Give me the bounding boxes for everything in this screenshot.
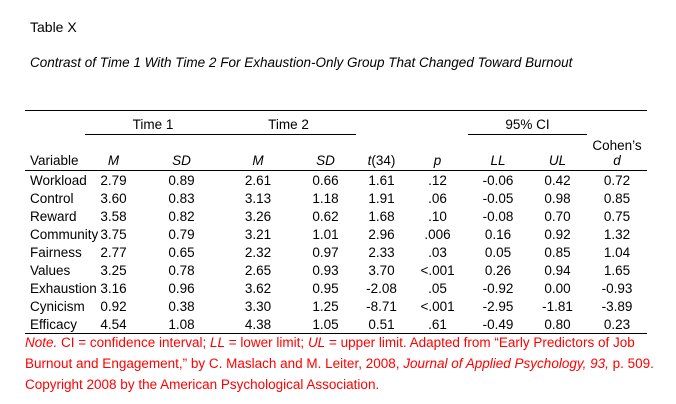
col-header-p: p — [407, 135, 468, 171]
row-variable-label: Exhaustion — [30, 280, 97, 296]
cell-m2: 3.30 — [244, 298, 272, 314]
cell-sd2: 0.62 — [312, 208, 339, 224]
t-symbol: t — [367, 153, 372, 168]
table-row — [25, 279, 647, 297]
spanner-empty-d — [587, 111, 647, 135]
table-row — [25, 243, 647, 261]
cell-sd2: 0.97 — [312, 244, 339, 260]
row-variable-label: Cynicism — [30, 298, 85, 314]
cell-d: -3.89 — [601, 298, 633, 314]
row-variable-label: Reward — [30, 208, 77, 224]
table-row — [25, 207, 647, 225]
note-ci-def: CI = confidence interval; — [57, 335, 210, 350]
col-header-ul: UL — [528, 135, 587, 171]
cell-ul: 0.42 — [544, 172, 571, 188]
cell-p: <.001 — [420, 262, 455, 278]
spanner-empty-t — [356, 111, 407, 135]
t-df: (34) — [371, 153, 396, 168]
col-header-sd-time2: SD — [295, 135, 356, 171]
cell-sd1: 0.78 — [168, 262, 195, 278]
cell-d: 0.23 — [603, 316, 631, 332]
cell-m2: 2.32 — [244, 244, 272, 260]
cell-p: .05 — [428, 280, 447, 296]
col-header-m-time2: M — [221, 135, 295, 171]
cell-m1: 2.77 — [100, 244, 127, 260]
cell-sd1: 0.38 — [168, 298, 195, 314]
cell-sd1: 0.82 — [168, 208, 195, 224]
table-row — [25, 315, 647, 334]
row-variable-label: Values — [30, 262, 71, 278]
spanner-time1: Time 1 — [85, 111, 221, 135]
cell-m1: 3.58 — [100, 208, 127, 224]
cell-sd2: 1.05 — [312, 316, 339, 332]
apa-stats-table — [25, 110, 647, 334]
cell-m2: 3.13 — [244, 190, 272, 206]
column-header-row — [25, 135, 647, 171]
row-variable-label: Workload — [30, 172, 87, 188]
cell-d: 1.04 — [603, 244, 631, 260]
cell-ul: 0.80 — [544, 316, 571, 332]
cell-p: .06 — [428, 190, 447, 206]
spanner-time2: Time 2 — [221, 111, 356, 135]
cell-ul: 0.85 — [544, 244, 571, 260]
cell-t: 1.68 — [368, 208, 395, 224]
col-header-m-time1: M — [85, 135, 142, 171]
table-title: Contrast of Time 1 With Time 2 For Exhaustion-Only Group That Changed Toward Burnout — [30, 55, 573, 70]
cell-sd2: 1.18 — [312, 190, 339, 206]
cell-t: 2.33 — [368, 244, 395, 260]
note-word: Note. — [25, 335, 58, 350]
cell-ll: -2.95 — [482, 298, 514, 314]
col-header-cohens-d — [587, 135, 647, 171]
table-label: Table X — [30, 19, 77, 35]
cell-t: 3.70 — [368, 262, 395, 278]
cell-m2: 2.61 — [244, 172, 272, 188]
cell-p: .03 — [428, 244, 447, 260]
col-header-variable: Variable — [25, 135, 85, 171]
col-header-sd-time1: SD — [142, 135, 221, 171]
row-variable-label: Fairness — [30, 244, 82, 260]
cell-sd1: 0.89 — [168, 172, 195, 188]
cell-ll: -0.49 — [482, 316, 514, 332]
cell-m2: 3.26 — [244, 208, 272, 224]
cell-p: .12 — [428, 172, 447, 188]
cell-sd2: 0.93 — [312, 262, 339, 278]
cell-sd2: 1.25 — [312, 298, 339, 314]
note-ll-abbr: LL — [210, 335, 226, 350]
cell-sd1: 1.08 — [168, 316, 195, 332]
cell-ul: 0.70 — [544, 208, 571, 224]
table-row — [25, 189, 647, 207]
cell-m1: 4.54 — [100, 316, 127, 332]
cell-p: .006 — [424, 226, 451, 242]
spanner-empty-variable — [25, 111, 85, 135]
spanner-empty-p — [407, 111, 468, 135]
cell-m1: 2.79 — [100, 172, 127, 188]
col-header-ll: LL — [468, 135, 528, 171]
cell-ul: 0.00 — [544, 280, 571, 296]
cell-t: 2.96 — [368, 226, 395, 242]
cell-m2: 4.38 — [244, 316, 272, 332]
cell-sd2: 1.01 — [312, 226, 339, 242]
cell-ul: 0.94 — [544, 262, 571, 278]
cell-ll: -0.92 — [482, 280, 514, 296]
cell-t: 1.61 — [368, 172, 395, 188]
cell-t: 1.91 — [368, 190, 395, 206]
cell-ul: 0.98 — [544, 190, 571, 206]
cell-sd1: 0.83 — [168, 190, 195, 206]
note-journal: Journal of Applied Psychology, 93, — [403, 356, 609, 371]
cell-sd1: 0.79 — [168, 226, 195, 242]
cell-ll: -0.05 — [482, 190, 514, 206]
cell-p: .61 — [428, 316, 447, 332]
cell-d: 1.65 — [603, 262, 631, 278]
cell-ll: 0.16 — [484, 226, 512, 242]
note-copyright: p. 509. Copyright 2008 by the American Psychological Association. — [25, 356, 654, 392]
cell-m1: 3.25 — [100, 262, 127, 278]
cell-t: 0.51 — [368, 316, 395, 332]
table-row — [25, 225, 647, 243]
table-note — [25, 332, 657, 395]
note-ul-abbr: UL — [307, 335, 326, 350]
table-row — [25, 171, 647, 190]
cell-ll: -0.08 — [482, 208, 514, 224]
col-header-t34 — [356, 135, 407, 171]
cell-sd1: 0.65 — [168, 244, 195, 260]
cell-p: <.001 — [420, 298, 455, 314]
cell-ul: 0.92 — [544, 226, 571, 242]
cell-d: 0.75 — [603, 208, 631, 224]
cell-m2: 3.21 — [244, 226, 272, 242]
cell-d: -0.93 — [601, 280, 633, 296]
cell-m1: 0.92 — [100, 298, 127, 314]
cell-p: .10 — [428, 208, 447, 224]
table-row — [25, 261, 647, 279]
cell-ll: 0.05 — [484, 244, 512, 260]
cell-m2: 3.62 — [244, 280, 272, 296]
spanner-95ci: 95% CI — [468, 111, 587, 135]
cell-d: 0.85 — [603, 190, 631, 206]
cell-sd2: 0.95 — [312, 280, 339, 296]
cell-t: -8.71 — [366, 298, 397, 314]
row-variable-label: Efficacy — [30, 316, 78, 332]
cell-d: 1.32 — [603, 226, 631, 242]
cell-m1: 3.75 — [100, 226, 127, 242]
cell-sd2: 0.66 — [312, 172, 339, 188]
row-variable-label: Community — [30, 226, 99, 242]
cell-ll: -0.06 — [482, 172, 514, 188]
note-ll-def: = lower limit; — [225, 335, 308, 350]
cell-t: -2.08 — [366, 280, 397, 296]
row-variable-label: Control — [30, 190, 74, 206]
cell-m1: 3.16 — [100, 280, 127, 296]
table-body — [25, 171, 647, 334]
table-row — [25, 297, 647, 315]
cell-ul: -1.81 — [542, 298, 573, 314]
d-symbol: d — [613, 153, 621, 168]
spanner-row — [25, 111, 647, 135]
note-source-text: = upper limit. Adapted from “Early Predictors of Job Burnout and Engagement,” by C. Maslach and M. Leiter, 2008, — [25, 335, 635, 371]
cell-d: 0.72 — [603, 172, 631, 188]
cell-m1: 3.60 — [100, 190, 127, 206]
cell-ll: 0.26 — [484, 262, 512, 278]
cell-sd1: 0.96 — [168, 280, 195, 296]
cell-m2: 2.65 — [244, 262, 272, 278]
cohens-word: Cohen’s — [592, 138, 642, 153]
